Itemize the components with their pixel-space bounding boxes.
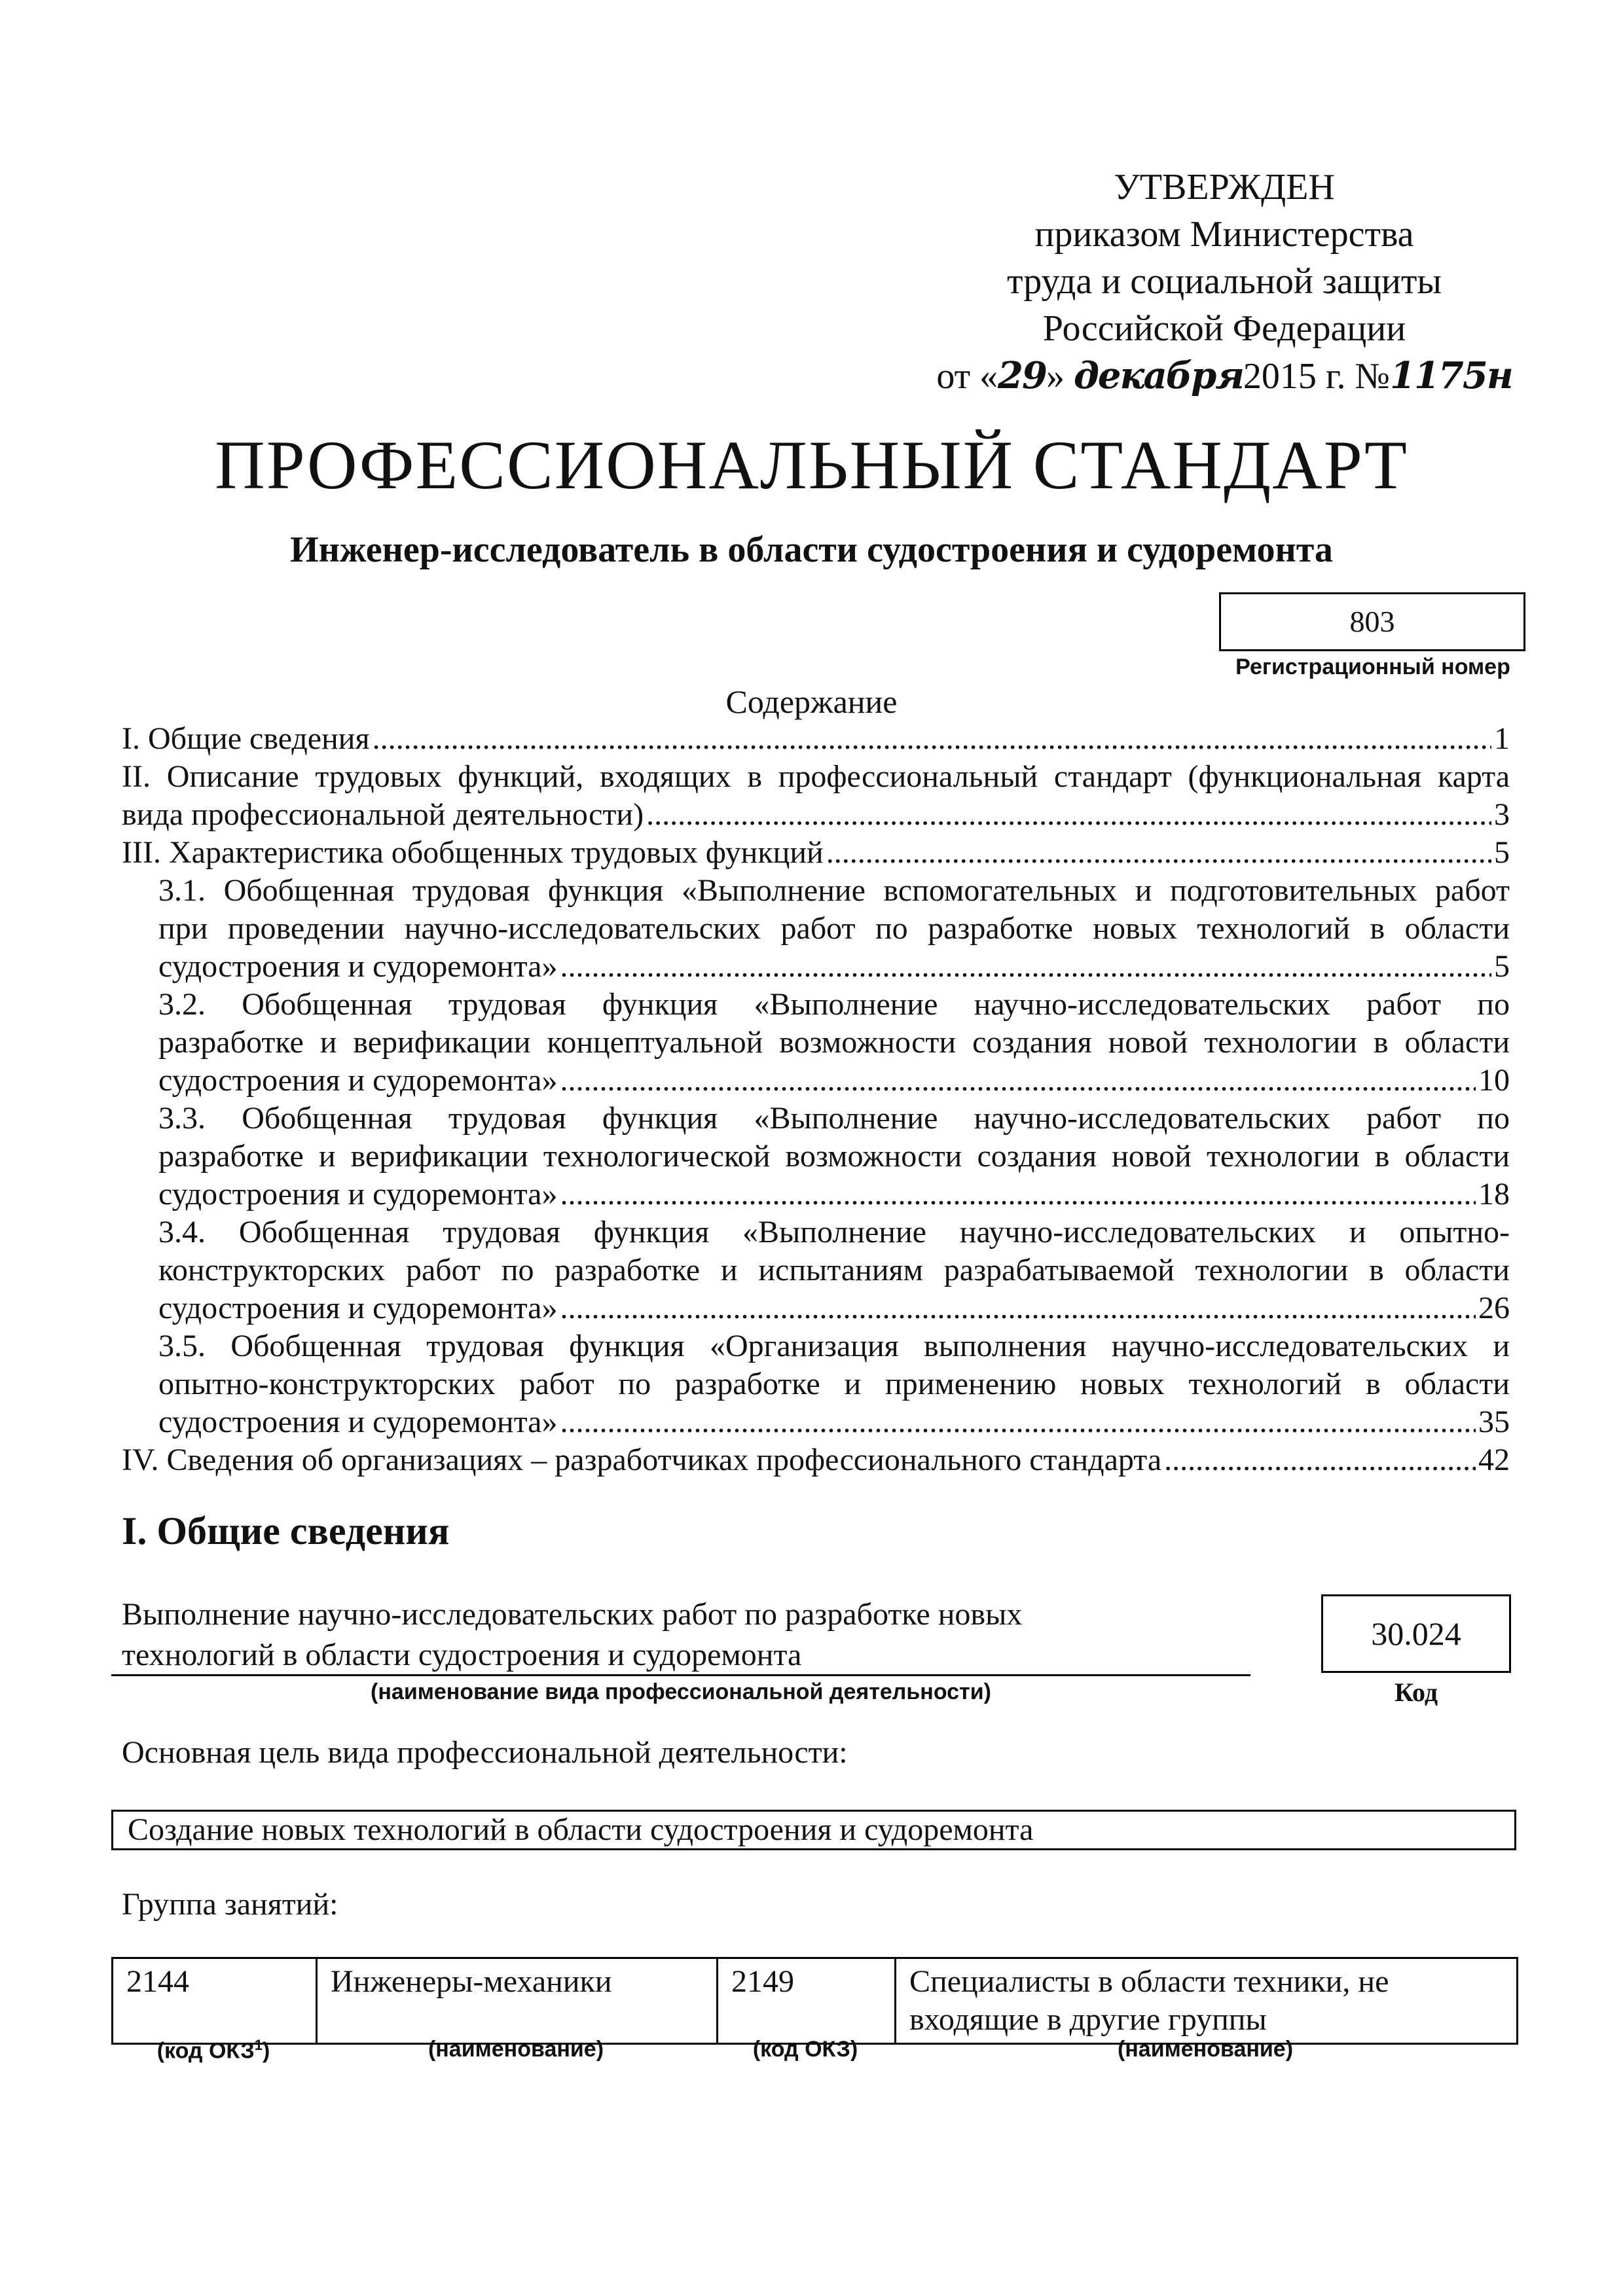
toc-item[interactable] [122,758,1510,834]
toc-text: 3.3. Обобщенная трудовая функция «Выполнение научно-исследовательских работ по [158,1101,1510,1136]
toc-text: разработке и верификации концептуальной возможности создания новой технологии в области [158,1025,1510,1060]
toc-line [122,1175,1510,1213]
activity-name [122,1594,1248,1676]
toc-text: судостроения и судоремонта» [158,1177,558,1211]
goal-label: Основная цель вида профессиональной деятельности: [122,1735,848,1770]
approval-line: труда и социальной защиты [1007,261,1442,302]
toc-leader-dots [1164,1441,1476,1479]
toc-leader-dots [560,1289,1476,1327]
toc-leader-dots [826,834,1491,872]
toc-item[interactable] [122,1441,1510,1479]
toc-text: опытно-конструкторских работ по разработке и применению новых технологий в области [158,1367,1510,1401]
caption-okz-code [111,2037,316,2064]
toc-leader-dots [560,1175,1476,1213]
approval-block [930,164,1519,400]
okz-code-cell: 2149 [718,1958,896,2044]
caption-name: (наименование) [1117,2037,1294,2062]
toc-page-number: 5 [1494,949,1510,984]
toc-text: 3.4. Обобщенная трудовая функция «Выполнение научно-исследовательских и опытно- [158,1215,1510,1249]
activity-code-box: 30.024 [1321,1594,1511,1673]
date-year: 2015 г. № [1243,356,1390,397]
toc-line [122,1289,1510,1327]
caption-text: (код ОКЗ [156,2038,255,2064]
toc-item[interactable] [122,1327,1510,1441]
toc-text: судостроения и судоремонта» [158,1291,558,1325]
toc-text: конструкторских работ по разработке и испытаниям разрабатываемой технологии в области [158,1253,1510,1287]
date-prefix: от « [936,356,998,397]
toc-text: IV. Сведения об организациях – разработчиках профессионального стандарта [122,1443,1162,1477]
group-label: Группа занятий: [122,1887,338,1922]
toc-line [122,796,1510,834]
handwritten-order-number: 1175н [1390,354,1512,397]
toc-page-number: 26 [1478,1291,1510,1325]
toc-heading: Содержание [725,683,898,720]
toc-page-number: 18 [1478,1177,1510,1211]
toc-item[interactable] [122,1100,1510,1213]
toc-leader-dots [373,720,1491,758]
toc-text: разработке и верификации технологической возможности создания новой технологии в области [158,1139,1510,1174]
activity-caption: (наименование вида профессиональной деятельности) [371,1679,991,1704]
toc-page-number: 5 [1494,835,1510,870]
approval-heading: УТВЕРЖДЕН [1114,167,1335,207]
toc-text: судостроения и судоремонта» [158,1063,558,1098]
handwritten-month: декабря [1073,354,1243,397]
toc-page-number: 35 [1478,1405,1510,1439]
caption-okz-code: (код ОКЗ) [752,2037,858,2062]
document-title: ПРОФЕССИОНАЛЬНЫЙ СТАНДАРТ [215,427,1408,503]
section-title: I. Общие сведения [122,1509,450,1552]
toc-text: I. Общие сведения [122,721,370,756]
toc-line [122,720,1510,758]
approval-date-line [930,352,1519,400]
handwritten-day: 29 [998,354,1046,397]
toc-leader-dots [560,1403,1476,1441]
toc-line [122,1062,1510,1100]
toc-text: 3.5. Обобщенная трудовая функция «Организация выполнения научно-исследовательских и [158,1329,1510,1363]
approval-line: Российской Федерации [1042,308,1406,349]
toc-leader-dots [646,796,1491,834]
occupation-name-cell: Инженеры-механики [317,1958,718,2044]
caption-name: (наименование) [428,2037,604,2062]
toc-page-number: 1 [1494,721,1510,756]
toc-page-number: 3 [1494,797,1510,832]
occupation-group-table [111,1957,1518,2045]
underline-rule [111,1674,1250,1676]
toc-text: судостроения и судоремонта» [158,1405,558,1439]
toc-item[interactable] [122,872,1510,986]
toc-text: судостроения и судоремонта» [158,949,558,984]
toc-leader-dots [560,1062,1476,1100]
caption-close: ) [262,2038,270,2064]
table-of-contents [122,720,1510,1479]
toc-item[interactable] [122,986,1510,1100]
toc-text: 3.2. Обобщенная трудовая функция «Выполнение научно-исследовательских работ по [158,987,1510,1022]
activity-line: Выполнение научно-исследовательских работ по разработке новых [122,1597,1023,1632]
toc-item[interactable] [122,720,1510,758]
date-mid: » [1046,356,1065,397]
toc-item[interactable] [122,1213,1510,1327]
table-row [113,1958,1518,2044]
document-subtitle: Инженер-исследователь в области судостроения и судоремонта [290,529,1333,570]
toc-leader-dots [560,948,1491,986]
okz-code-cell: 2144 [113,1958,317,2044]
toc-text: 3.1. Обобщенная трудовая функция «Выполнение вспомогательных и подготовительных работ [158,873,1510,908]
registration-number-label: Регистрационный номер [1235,655,1510,679]
occupation-name-cell: Специалисты в области техники, не входящие в другие группы [896,1958,1518,2044]
approval-line: приказом Министерства [1034,214,1414,255]
toc-page-number: 10 [1478,1063,1510,1098]
toc-item[interactable] [122,834,1510,872]
toc-text: II. Описание трудовых функций, входящих в профессиональный стандарт (функциональная карта [122,759,1510,794]
registration-number-box: 803 [1219,592,1525,651]
activity-line: технологий в области судостроения и судоремонта [122,1638,802,1672]
toc-line [122,1403,1510,1441]
toc-text: III. Характеристика обобщенных трудовых функций [122,835,824,870]
activity-code-label: Код [1394,1677,1438,1707]
toc-line [122,834,1510,872]
toc-text: вида профессиональной деятельности) [122,797,644,832]
toc-page-number: 42 [1478,1443,1510,1477]
footnote-mark: 1 [254,2037,263,2053]
goal-box: Создание новых технологий в области судостроения и судоремонта [111,1810,1516,1850]
toc-text: при проведении научно-исследовательских работ по разработке новых технологий в области [158,911,1510,946]
toc-line [122,1441,1510,1479]
table-column-captions [111,2037,1516,2070]
toc-line [122,948,1510,986]
